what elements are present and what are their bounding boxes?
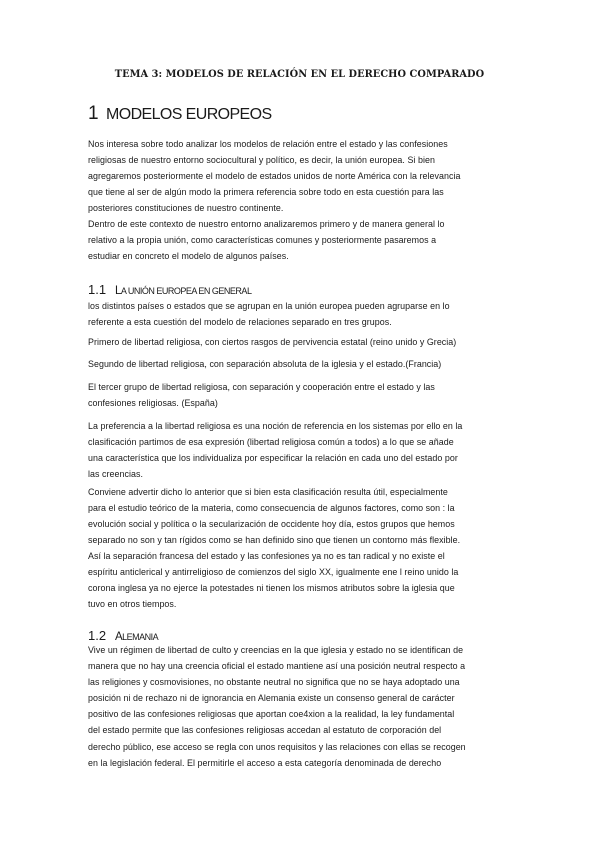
- subsection-title-initial: L: [115, 285, 121, 297]
- text-line: agregaremos posteriormente el modelo de estados unidos de norte América con la relevancia: [88, 171, 461, 182]
- text-line: estudiar en concreto el modelo de algunos países.: [88, 251, 289, 262]
- text-line: que tiene al ser de algún modo la primera referencia sobre todo en esta cuestión para las: [88, 187, 444, 198]
- text-line: confesiones religiosas. (España): [88, 398, 218, 409]
- text-line: del estado permite que las confesiones religiosas accedan al estatuto de corporación del: [88, 725, 442, 736]
- subsection-title: A UNIÓN EUROPEA EN GENERAL: [120, 286, 252, 296]
- text-line: los distintos países o estados que se agrupan en la unión europea pueden agruparse en lo: [88, 301, 450, 311]
- text-line: tuvo en otros tiempos.: [88, 599, 177, 610]
- document-title: TEMA 3: MODELOS DE RELACIÓN EN EL DERECHO COMPARADO: [114, 69, 485, 80]
- paragraph: [88, 216, 513, 264]
- text-line: referente a esta cuestión del modelo de relaciones separado en tres grupos.: [88, 317, 392, 328]
- text-line: para el estudio teórico de la materia, como consecuencia de algunos factores, como son : la: [88, 503, 455, 514]
- text-line: posteriores constituciones de nuestro continente.: [88, 203, 284, 214]
- text-line: Vive un régimen de libertad de culto y creencias en la que iglesia y estado no se identifican de: [88, 645, 464, 655]
- text-line: clasificación partimos de esa expresión (libertad religiosa común a todos) a lo que se añade: [88, 437, 454, 448]
- text-line: Dentro de este contexto de nuestro entorno analizaremos primero y de manera general lo: [88, 219, 445, 229]
- text-line: La preferencia a la libertad religiosa es una noción de referencia en los sistemas por ello en la: [88, 421, 463, 431]
- text-line: El tercer grupo de libertad religiosa, con separación y cooperación entre el estado y las: [88, 382, 435, 392]
- section-number: 1: [88, 103, 98, 124]
- section-heading-modelos-europeos: [88, 104, 272, 125]
- text-line: posición ni de rechazo ni de ignorancia en Alemania existe un consenso general de carácter: [88, 693, 455, 704]
- text-line: Nos interesa sobre todo analizar los modelos de relación entre el estado y las confesiones: [88, 139, 448, 149]
- text-line: Conviene advertir dicho lo anterior que si bien esta clasificación resulta útil, especialmente: [88, 487, 448, 497]
- paragraph: [88, 418, 513, 482]
- subsection-heading-union-europea: [88, 282, 251, 297]
- text-line: una característica que los individualiza por especificar la relación en cada uno del estado por: [88, 453, 458, 464]
- paragraph: [88, 298, 513, 330]
- subsection-title-initial: A: [115, 631, 123, 643]
- text-line: en la legislación federal. El permitirle el acceso a esta categoría denominada de derecho: [88, 757, 442, 768]
- subsection-number: 1.2: [88, 628, 107, 643]
- text-line: positivo de las confesiones religiosas que aportan coe4xion a la realidad, la ley fundamental: [88, 709, 455, 720]
- subsection-number: 1.1: [88, 282, 107, 297]
- paragraph: [88, 356, 513, 372]
- text-line: relativo a la propia unión, como características comunes y posteriormente pasaremos a: [88, 235, 437, 246]
- paragraph: [88, 334, 513, 350]
- text-line: las religiones y cosmovisiones, no obstante neutral no significa que no se haya adoptado una: [88, 677, 460, 688]
- paragraph: [88, 136, 513, 216]
- text-line: espíritu anticlerical y antirreligioso de comienzos del siglo XX, igualmente ene l reino unido la: [88, 567, 459, 578]
- text-line: derecho público, ese acceso se regla con unos requisitos y las relaciones con ellas se recogen: [88, 741, 466, 752]
- subsection-title: LEMANIA: [122, 632, 159, 642]
- text-line: separado no son y tan rígidos como se han definido sino que tienen un contorno más flexible.: [88, 535, 461, 546]
- text-line: corona inglesa ya no ejerce la potestades ni tienen los mismos atributos sobre la iglesia que: [88, 583, 455, 594]
- text-line: manera que no hay una creencia oficial el estado mantiene así una posición neutral respecto a: [88, 661, 466, 672]
- text-line: Primero de libertad religiosa, con ciertos rasgos de pervivencia estatal (reino unido y Grecia): [88, 337, 457, 347]
- subsection-heading-alemania: [88, 628, 158, 643]
- paragraph: [88, 379, 513, 411]
- paragraph: [88, 484, 513, 548]
- paragraph: [88, 548, 513, 612]
- section-title: MODELOS EUROPEOS: [106, 106, 272, 123]
- text-line: evolución social y política o la secularización de occidente hoy día, estos grupos que hemos: [88, 519, 455, 530]
- text-line: las creencias.: [88, 469, 143, 480]
- text-line: religiosas de nuestro entorno sociocultural y político, es decir, la unión europea. Si bien: [88, 155, 435, 166]
- text-line: Así la separación francesa del estado y las confesiones ya no es tan radical y no existe el: [88, 551, 445, 561]
- paragraph: [88, 642, 513, 771]
- text-line: Segundo de libertad religiosa, con separación absoluta de la iglesia y el estado.(Francia): [88, 359, 442, 369]
